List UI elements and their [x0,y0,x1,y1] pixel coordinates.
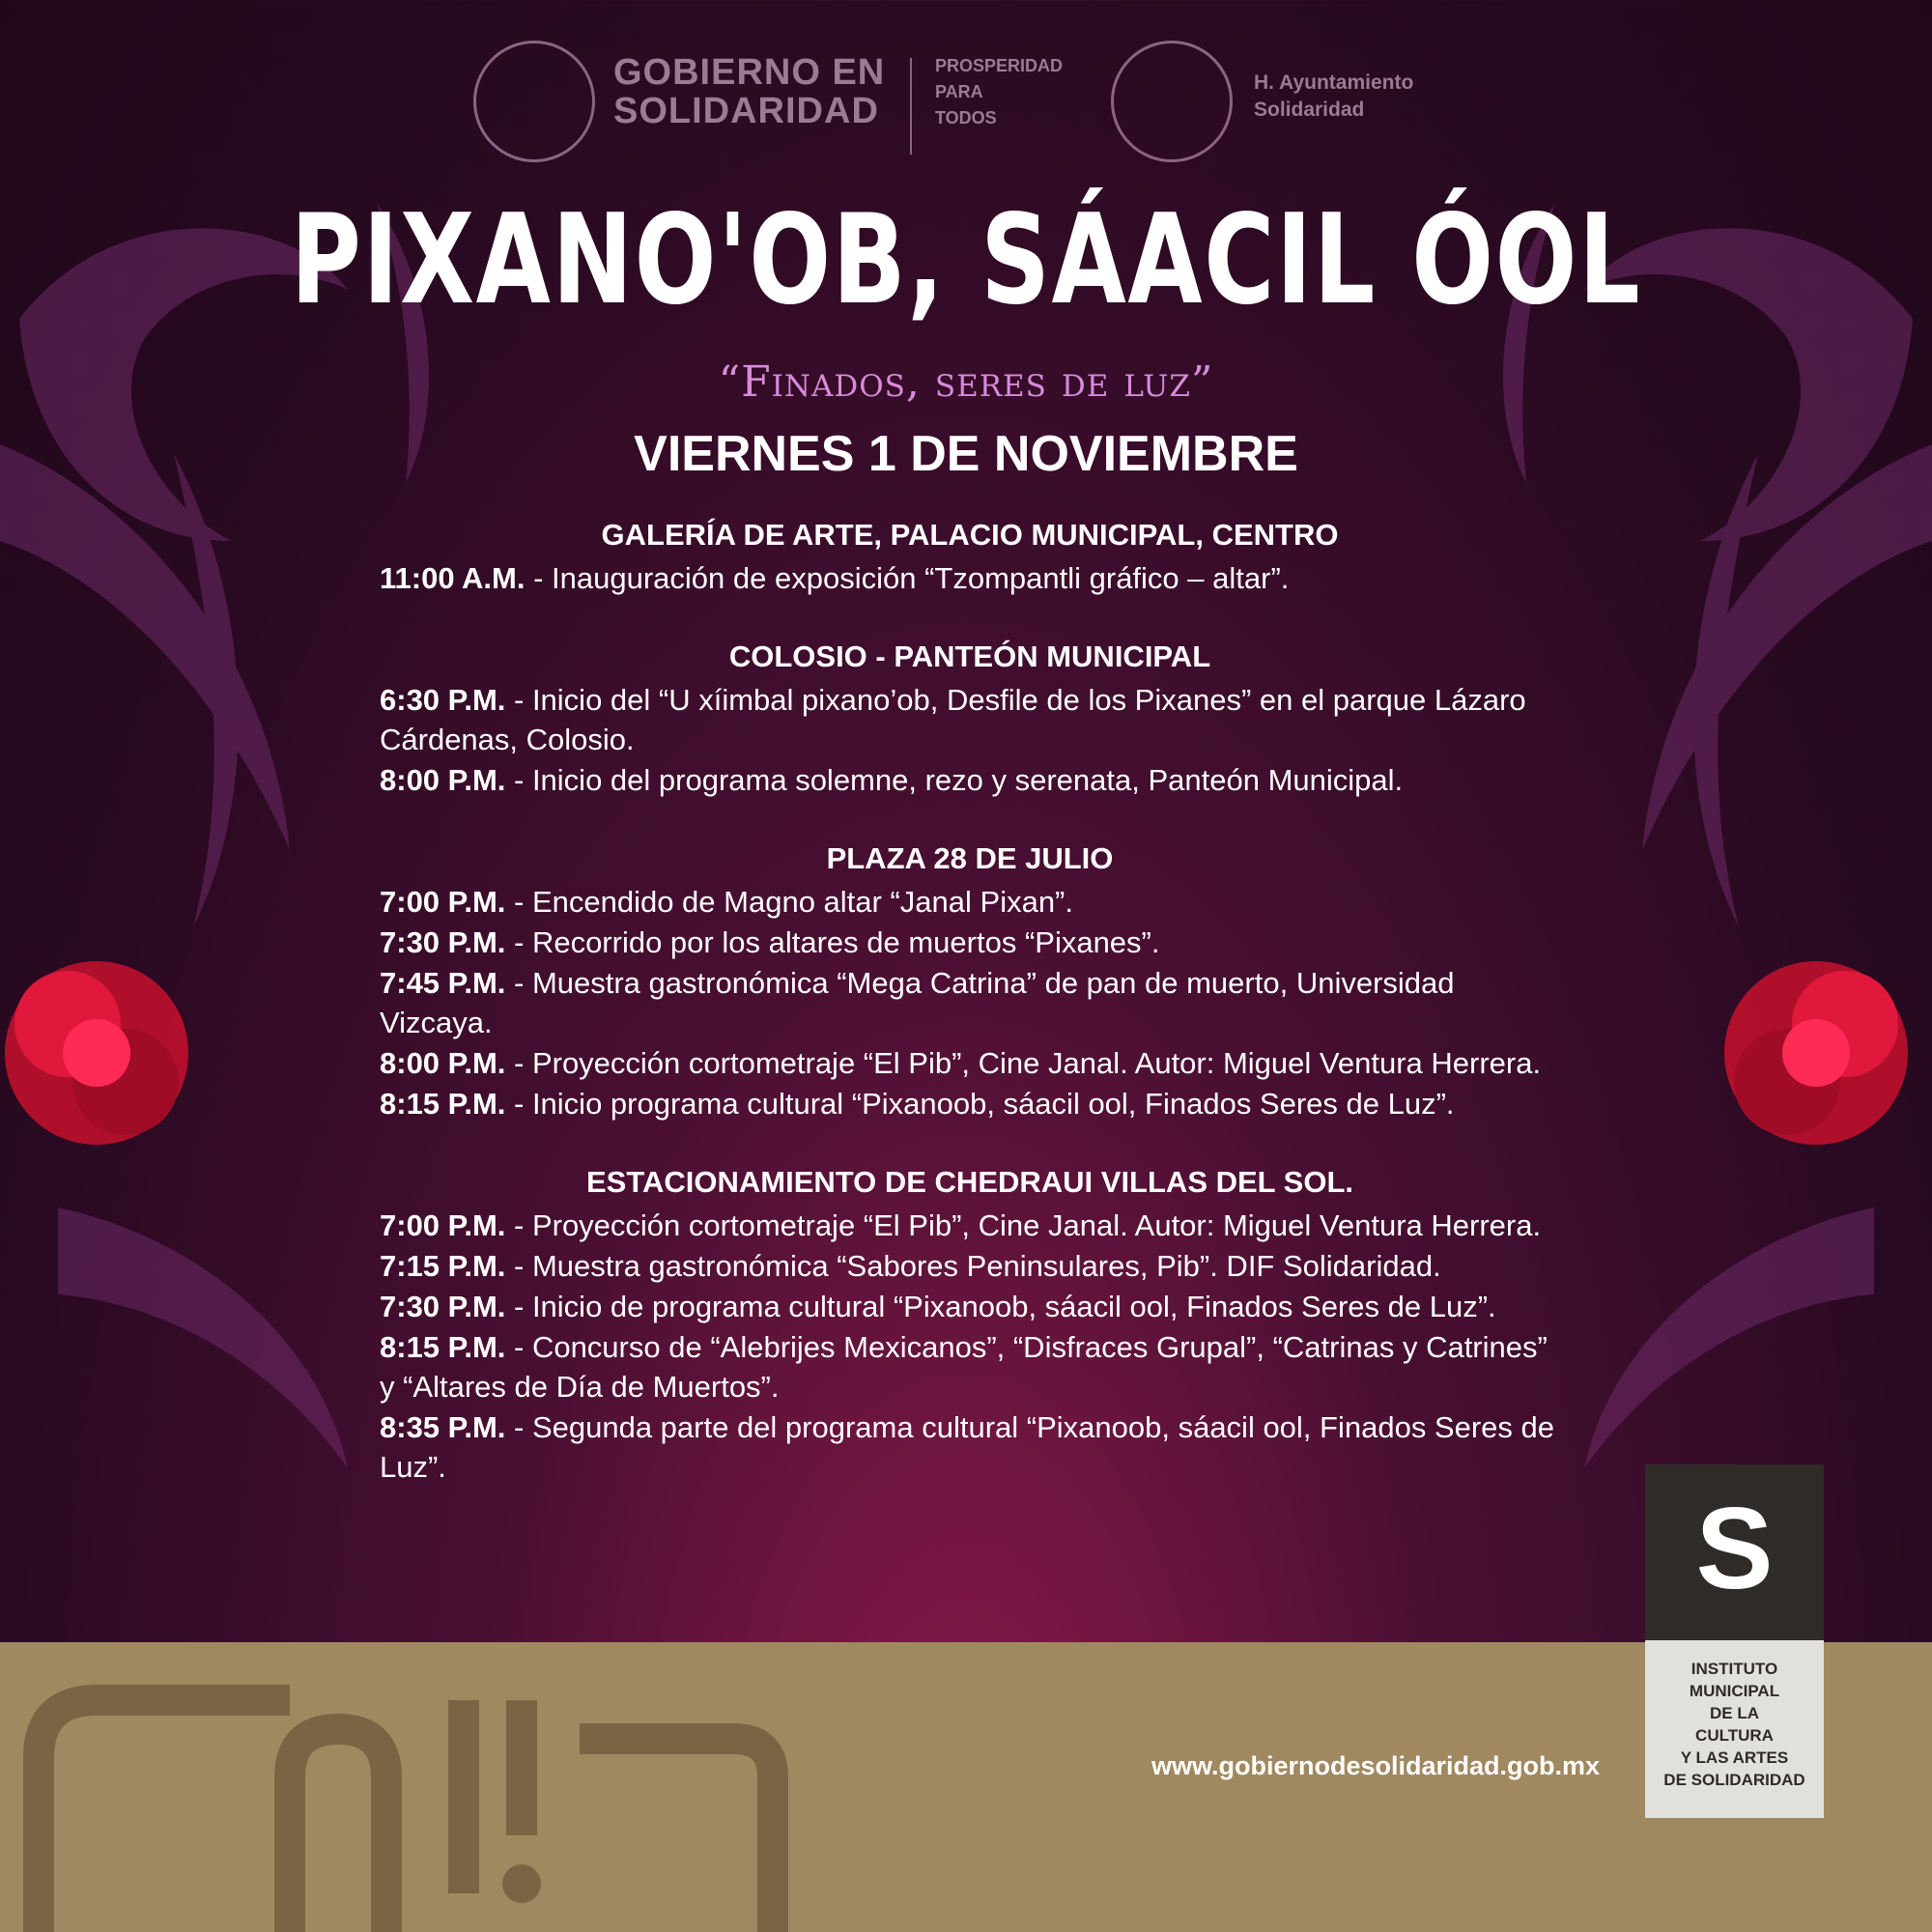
item-text: - Inicio del programa solemne, rezo y serenata, Panteón Municipal. [505,763,1404,797]
item-text: - Encendido de Magno altar “Janal Pixan”. [505,885,1073,919]
state-seal-icon [473,41,595,162]
item-time: 7:30 P.M. [380,1290,506,1323]
item-text: - Muestra gastronómica “Mega Catrina” de pan de muerto, Universidad Vizcaya. [380,966,1455,1039]
carnation-flower-icon [0,918,213,1188]
venue-heading: PLAZA 28 DE JULIO [826,841,1114,875]
carnation-flower-icon [1700,918,1932,1188]
schedule-item [380,1287,1560,1326]
institute-line: DE SOLIDARIDAD [1663,1771,1805,1789]
venue-section [380,1162,1560,1487]
schedule-item [380,1246,1560,1286]
institute-logo [1645,1464,1824,1818]
item-text: - Proyección cortometraje “El Pib”, Cine Janal. Autor: Miguel Ventura Herrera. [505,1208,1542,1242]
item-time: 7:00 P.M. [380,885,506,919]
item-time: 7:00 P.M. [380,1208,506,1242]
schedule-item [380,1206,1560,1245]
item-text: - Concurso de “Alebrijes Mexicanos”, “Disfraces Grupal”, “Catrinas y Catrines” y “Altares de Día de Muertos”. [380,1330,1548,1404]
header-logos [473,29,1459,164]
item-text: - Proyección cortometraje “El Pib”, Cine Janal. Autor: Miguel Ventura Herrera. [505,1046,1542,1080]
schedule-item [380,1043,1560,1083]
schedule-item [380,963,1560,1042]
schedule-item [380,760,1560,800]
schedule-item [380,558,1560,598]
item-text: - Recorrido por los altares de muertos “Pixanes”. [505,925,1160,959]
item-time: 8:00 P.M. [380,1046,506,1080]
event-title: PIXANO'OB, SÁACIL ÓOL [290,188,1642,332]
item-text: - Muestra gastronómica “Sabores Peninsulares, Pib”. DIF Solidaridad. [505,1249,1441,1283]
event-date: VIERNES 1 DE NOVIEMBRE [634,426,1298,482]
ayuntamiento-text [1254,70,1413,124]
item-text: - Inicio de programa cultural “Pixanoob, sáacil ool, Finados Seres de Luz”. [505,1290,1496,1323]
venue-section [380,637,1560,800]
venue-heading: GALERÍA DE ARTE, PALACIO MUNICIPAL, CENTRO [601,518,1339,552]
venue-section [380,515,1560,598]
item-text: - Inauguración de exposición “Tzompantli gráfico – altar”. [525,561,1290,595]
item-time: 8:15 P.M. [380,1087,506,1121]
schedule-item [380,1084,1560,1123]
motto-line-1: PROSPERIDAD [935,56,1064,75]
item-time: 11:00 A.M. [380,561,526,595]
maya-glyph-pattern-icon [0,1642,869,1932]
gov-line-2: SOLIDARIDAD [613,91,879,131]
venue-heading: ESTACIONAMIENTO DE CHEDRAUI VILLAS DEL SOL. [586,1165,1353,1199]
institute-line: CULTURA [1695,1726,1774,1745]
ayuntamiento-seal-icon [1111,41,1233,162]
item-text: - Inicio del “U xíimbal pixano’ob, Desfile de los Pixanes” en el parque Lázaro Cárdenas, Colosio. [380,683,1526,756]
ayto-line-2: Solidaridad [1254,99,1365,121]
item-text: - Segunda parte del programa cultural “Pixanoob, sáacil ool, Finados Seres de Luz”. [380,1410,1555,1484]
schedule-item [380,923,1560,962]
venue-heading: COLOSIO - PANTEÓN MUNICIPAL [728,639,1211,673]
institute-letter: S [1695,1484,1774,1613]
item-time: 7:15 P.M. [380,1249,506,1283]
institute-line: INSTITUTO [1690,1660,1778,1678]
government-logo-text [613,53,885,130]
schedule-item [380,1327,1560,1406]
motto-line-2: PARA [935,82,983,101]
item-time: 7:30 P.M. [380,925,506,959]
program-schedule [380,515,1560,1525]
motto [935,53,1063,131]
item-time: 8:00 P.M. [380,763,506,797]
schedule-item [380,680,1560,759]
institute-line: DE LA [1710,1704,1759,1722]
event-subtitle: “Finados, seres de luz” [718,357,1214,407]
item-text: - Inicio programa cultural “Pixanoob, sáacil ool, Finados Seres de Luz”. [505,1087,1455,1121]
item-time: 7:45 P.M. [380,966,506,1000]
institute-line: Y LAS ARTES [1680,1748,1789,1767]
item-time: 8:35 P.M. [380,1410,506,1444]
ayto-line-1: H. Ayuntamiento [1254,71,1414,94]
website-link[interactable]: www.gobiernodesolidaridad.gob.mx [1151,1751,1601,1780]
motto-line-3: TODOS [935,108,997,128]
schedule-item [380,882,1560,922]
venue-section [380,838,1560,1123]
gov-line-1: GOBIERNO EN [613,52,886,93]
schedule-item [380,1407,1560,1487]
header-divider [910,58,912,155]
item-time: 6:30 P.M. [380,683,506,717]
institute-name [1645,1658,1824,1791]
institute-line: MUNICIPAL [1689,1682,1780,1700]
item-time: 8:15 P.M. [380,1330,506,1364]
